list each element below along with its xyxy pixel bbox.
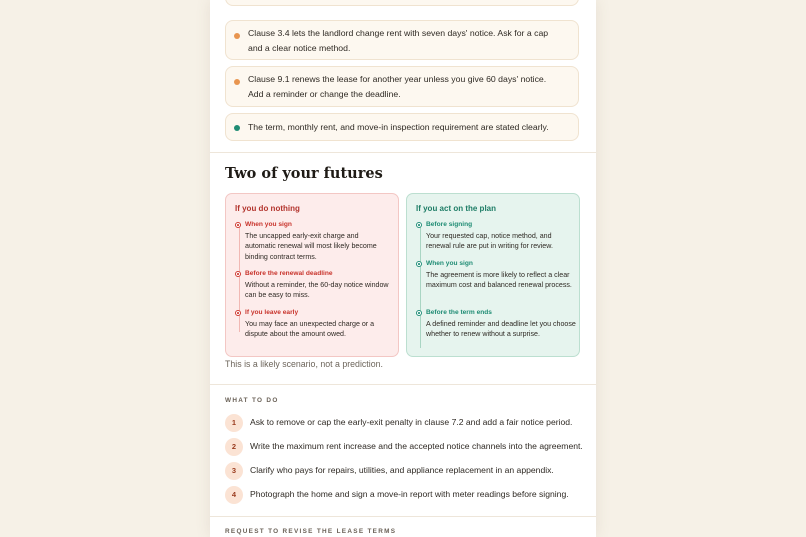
- timeline-step: [426, 308, 576, 340]
- warning-dot-icon: [234, 33, 240, 39]
- section-divider: [210, 152, 596, 153]
- timeline-line: [420, 224, 421, 348]
- step-text: Without a reminder, the 60-day notice window can be easy to miss.: [245, 281, 389, 300]
- timeline-step: [426, 220, 576, 252]
- step-label: Before the renewal deadline: [245, 270, 333, 277]
- timeline-marker-icon: [235, 271, 241, 277]
- step-label: Before signing: [426, 221, 473, 228]
- clause-text: Clause 3.4 lets the landlord change rent with seven days' notice. Ask for a cap and a clear notice method.: [248, 28, 549, 53]
- step-label: When you sign: [245, 221, 292, 228]
- warning-dot-icon: [234, 79, 240, 85]
- future-do-nothing-card: [225, 193, 399, 357]
- ok-dot-icon: [234, 125, 240, 131]
- step-text: The uncapped early-exit charge and automatic renewal will most likely become binding contract terms.: [245, 232, 377, 261]
- step-text: Your requested cap, notice method, and renewal rule are put in writing for review.: [426, 232, 553, 251]
- scenario-note: This is a likely scenario, not a prediction.: [225, 359, 383, 369]
- timeline-line: [239, 224, 240, 332]
- request-heading: REQUEST TO REVISE THE LEASE TERMS: [225, 528, 397, 535]
- clause-card: [225, 113, 579, 141]
- timeline-marker-icon: [235, 310, 241, 316]
- timeline-step: [426, 259, 576, 291]
- todo-text: Write the maximum rent increase and the accepted notice channels into the agreement.: [250, 441, 583, 451]
- clause-text: Clause 9.1 renews the lease for another year unless you give 60 days' notice. Add a reminder or change the deadline.: [248, 74, 547, 99]
- step-label: When you sign: [426, 260, 473, 267]
- todo-text: Ask to remove or cap the early-exit penalty in clause 7.2 and add a fair notice period.: [250, 417, 573, 427]
- timeline-marker-icon: [416, 310, 422, 316]
- todo-text: Clarify who pays for repairs, utilities, and appliance replacement in an appendix.: [250, 465, 554, 475]
- clause-text: [248, 0, 560, 1]
- step-text: You may face an unexpected charge or a dispute about the amount owed.: [245, 320, 375, 339]
- todo-text: Photograph the home and sign a move-in report with meter readings before signing.: [250, 489, 569, 499]
- step-text: The agreement is more likely to reflect a clear maximum cost and balanced renewal process.: [426, 271, 572, 290]
- todo-item: [225, 462, 585, 480]
- timeline-step: [245, 220, 391, 262]
- clause-text: The term, monthly rent, and move-in inspection requirement are stated clearly.: [248, 122, 549, 132]
- future-act-on-plan-card: [406, 193, 580, 357]
- todo-item: [225, 414, 585, 432]
- timeline-step: [245, 269, 391, 301]
- timeline-step: [245, 308, 391, 340]
- timeline-marker-icon: [416, 222, 422, 228]
- timeline-marker-icon: [416, 261, 422, 267]
- clause-card: [225, 66, 579, 107]
- step-label: Before the term ends: [426, 309, 492, 316]
- report-sheet: [210, 0, 596, 537]
- todo-item: [225, 438, 585, 456]
- future-heading: If you do nothing: [235, 204, 300, 213]
- future-heading: If you act on the plan: [416, 204, 497, 213]
- step-number-badge: 1: [225, 414, 243, 432]
- what-to-do-heading: WHAT TO DO: [225, 397, 279, 404]
- step-number-badge: 3: [225, 462, 243, 480]
- step-number-badge: 4: [225, 486, 243, 504]
- todo-item: [225, 486, 585, 504]
- step-text: A defined reminder and deadline let you choose whether to renew without a surprise.: [426, 320, 576, 339]
- section-divider: [210, 516, 596, 517]
- section-title: Two of your futures: [225, 165, 383, 182]
- section-divider: [210, 384, 596, 385]
- timeline-marker-icon: [235, 222, 241, 228]
- step-number-badge: 2: [225, 438, 243, 456]
- step-label: If you leave early: [245, 309, 299, 316]
- clause-card: [225, 20, 579, 60]
- clause-card: [225, 0, 579, 6]
